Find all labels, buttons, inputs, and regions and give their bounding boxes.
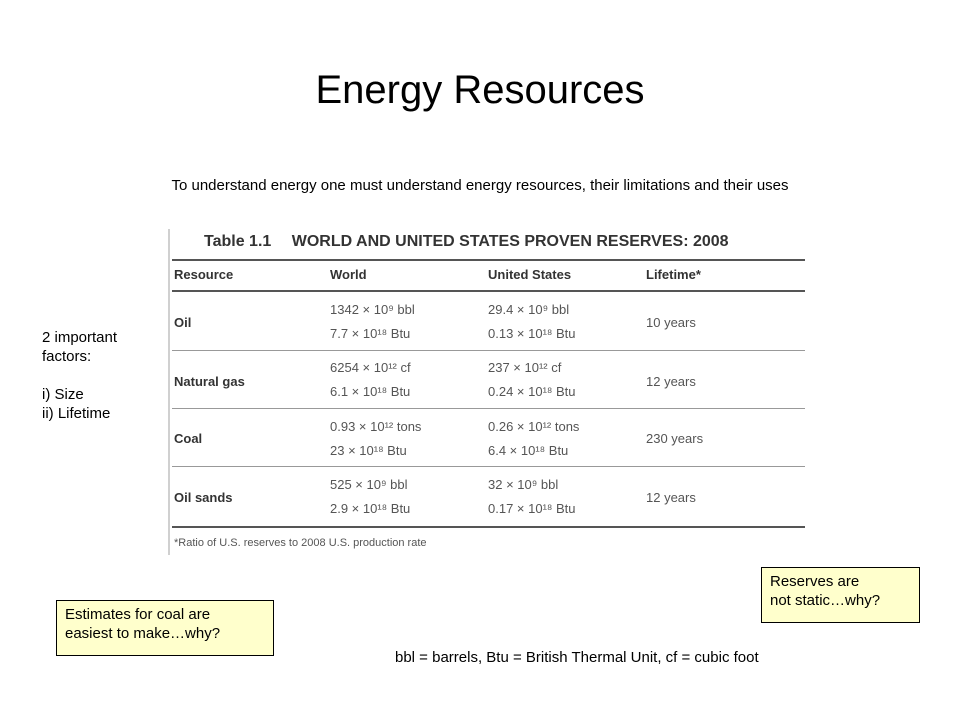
row-coal-lifetime: 230 years — [646, 431, 704, 446]
reserves-note — [761, 567, 920, 623]
header-resource: Resource — [174, 267, 234, 282]
table-rule-row — [172, 350, 805, 351]
table-title — [204, 233, 729, 251]
factors-heading-line1: 2 important — [42, 329, 118, 346]
factors-heading-line2: factors: — [42, 348, 92, 365]
row-natural-gas-resource: Natural gas — [174, 374, 245, 389]
row-coal-us-2: 6.4 × 10¹⁸ Btu — [488, 443, 569, 458]
table-title-text: WORLD AND UNITED STATES PROVEN RESERVES: 2008 — [291, 233, 729, 250]
coal-note-line1: Estimates for coal are — [65, 606, 211, 623]
row-natural-gas-world-1: 6254 × 10¹² cf — [330, 360, 411, 375]
factor-size: i) Size — [42, 386, 84, 403]
coal-estimates-note — [56, 600, 274, 656]
table-rule-top — [172, 259, 805, 261]
table-rule-row — [172, 466, 805, 467]
page-subtitle: To understand energy one must understand energy resources, their limitations and their uses — [171, 177, 789, 194]
row-natural-gas-us-1: 237 × 10¹² cf — [488, 360, 562, 375]
row-oil-sands-us-1: 32 × 10⁹ bbl — [488, 477, 559, 492]
row-coal-world-1: 0.93 × 10¹² tons — [330, 419, 422, 434]
table-rule-bottom — [172, 526, 805, 528]
reserves-note-line2: not static…why? — [770, 592, 881, 609]
table-footnote: *Ratio of U.S. reserves to 2008 U.S. production rate — [174, 537, 427, 549]
row-coal-world-2: 23 × 10¹⁸ Btu — [330, 443, 407, 458]
coal-note-line2: easiest to make…why? — [65, 625, 221, 642]
table-number: Table 1.1 — [204, 233, 272, 250]
row-oil-resource: Oil — [174, 315, 192, 330]
factor-lifetime: ii) Lifetime — [42, 405, 111, 422]
row-oil-world-1: 1342 × 10⁹ bbl — [330, 302, 415, 317]
row-oil-us-2: 0.13 × 10¹⁸ Btu — [488, 326, 576, 341]
table-left-border — [168, 229, 170, 555]
table-rule-header — [172, 290, 805, 292]
row-natural-gas-world-2: 6.1 × 10¹⁸ Btu — [330, 384, 411, 399]
row-oil-sands-world-2: 2.9 × 10¹⁸ Btu — [330, 501, 411, 516]
row-oil-lifetime: 10 years — [646, 315, 696, 330]
reserves-table — [168, 229, 809, 555]
header-lifetime: Lifetime* — [646, 267, 701, 282]
row-oil-world-2: 7.7 × 10¹⁸ Btu — [330, 326, 411, 341]
page-title: Energy Resources — [315, 68, 645, 112]
row-oil-sands-us-2: 0.17 × 10¹⁸ Btu — [488, 501, 576, 516]
row-oil-us-1: 29.4 × 10⁹ bbl — [488, 302, 570, 317]
row-coal-resource: Coal — [174, 431, 203, 446]
row-natural-gas-us-2: 0.24 × 10¹⁸ Btu — [488, 384, 576, 399]
row-oil-sands-lifetime: 12 years — [646, 490, 696, 505]
row-oil-sands-resource: Oil sands — [174, 490, 233, 505]
row-natural-gas-lifetime: 12 years — [646, 374, 696, 389]
row-coal-us-1: 0.26 × 10¹² tons — [488, 419, 580, 434]
header-united-states: United States — [488, 267, 572, 282]
reserves-note-line1: Reserves are — [770, 573, 860, 590]
header-world: World — [330, 267, 367, 282]
factors-list — [42, 328, 152, 423]
units-legend: bbl = barrels, Btu = British Thermal Unit, cf = cubic foot — [395, 649, 759, 666]
table-rule-row — [172, 408, 805, 409]
row-oil-sands-world-1: 525 × 10⁹ bbl — [330, 477, 408, 492]
